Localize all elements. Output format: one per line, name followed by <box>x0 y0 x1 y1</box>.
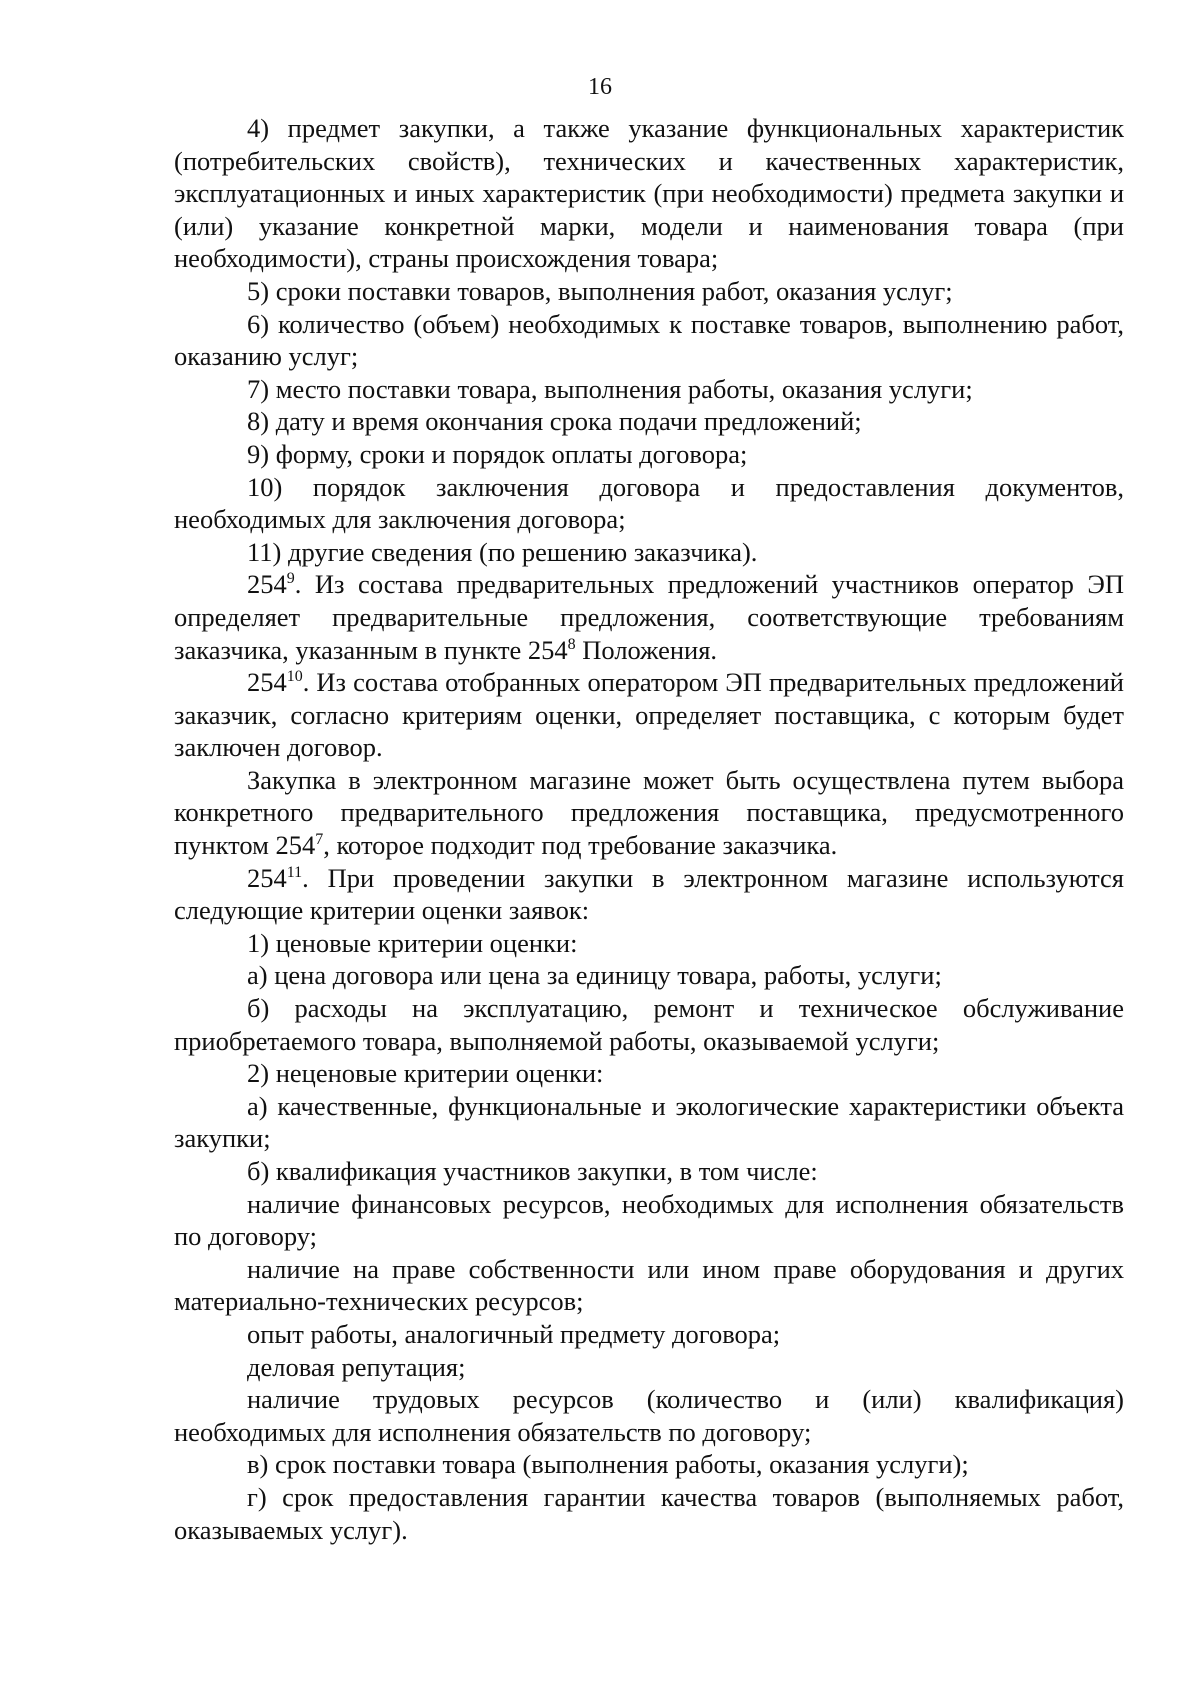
clause-text-end: Положения. <box>575 634 718 665</box>
qualification-equipment: наличие на праве собственности или ином праве оборудования и других материально-технических ресурсов; <box>174 1253 1124 1317</box>
criteria-price-a: а) цена договора или цена за единицу товара, работы, услуги; <box>247 960 942 991</box>
qualification-labor: наличие трудовых ресурсов (количество и (или) квалификация) необходимых для исполнения обязательств по договору; <box>174 1384 1124 1447</box>
page-number: 16 <box>588 74 612 100</box>
clause-superscript: 9 <box>286 570 295 588</box>
paragraph-item-9: 9) форму, сроки и порядок оплаты договора; <box>247 438 748 469</box>
paragraph-text-end: , которое подходит под требование заказчика. <box>323 830 838 861</box>
qualification-financial: наличие финансовых ресурсов, необходимых для исполнения обязательств по договору; <box>174 1188 1124 1252</box>
clause-superscript: 10 <box>286 668 303 686</box>
qualification-reputation: деловая репутация; <box>247 1351 466 1382</box>
paragraph-item-5: 5) сроки поставки товаров, выполнения работ, оказания услуг; <box>247 275 953 306</box>
qualification-experience: опыт работы, аналогичный предмету договора; <box>247 1318 781 1349</box>
criteria-nonprice-c: в) срок поставки товара (выполнения работы, оказания услуги); <box>247 1449 969 1480</box>
paragraph-item-6: 6) количество (объем) необходимых к поставке товаров, выполнению работ, оказанию услуг; <box>174 308 1124 372</box>
criteria-nonprice-heading: 2) неценовые критерии оценки: <box>247 1058 604 1089</box>
document-body <box>174 112 1124 1546</box>
paragraph-item-10: 10) порядок заключения договора и предоставления документов, необходимых для заключения договора; <box>174 471 1124 535</box>
clause-number: 254 <box>247 862 287 893</box>
reference-superscript: 8 <box>567 635 576 653</box>
paragraph-item-4: 4) предмет закупки, а также указание функциональных характеристик (потребительских свойств), технических и качественных характеристик, эксплуатационных и иных характеристик (при необходимости) предмета закупки и (или) указание конкретной марки, модели и наименования товара (при необходимости), страны происхождения товара; <box>174 113 1124 274</box>
clause-number: 254 <box>247 569 287 600</box>
criteria-price-heading: 1) ценовые критерии оценки: <box>247 927 578 958</box>
paragraph-item-7: 7) место поставки товара, выполнения работы, оказания услуги; <box>247 373 973 404</box>
criteria-price-b: б) расходы на эксплуатацию, ремонт и техническое обслуживание приобретаемого товара, выполняемой работы, оказываемой услуги; <box>174 993 1124 1056</box>
clause-text: . При проведении закупки в электронном магазине используются следующие критерии оценки заявок: <box>174 862 1124 926</box>
clause-text: . Из состава отобранных оператором ЭП предварительных предложений заказчик, согласно критериям оценки, определяет поставщика, с которым будет заключен договор. <box>174 667 1124 763</box>
clause-superscript: 11 <box>286 863 303 881</box>
reference-superscript: 7 <box>315 831 324 849</box>
criteria-nonprice-b: б) квалификация участников закупки, в том числе: <box>247 1156 818 1186</box>
clause-text: . Из состава предварительных предложений участников оператор ЭП определяет предварительные предложения, соответствующие требованиям заказчика, указанным в пункте 254 <box>174 569 1124 665</box>
paragraph-item-11: 11) другие сведения (по решению заказчика). <box>247 536 758 567</box>
clause-254-11 <box>174 862 1124 927</box>
paragraph-item-8: 8) дату и время окончания срока подачи предложений; <box>247 406 862 437</box>
clause-number: 254 <box>247 667 287 698</box>
clause-254-9 <box>174 568 1124 666</box>
criteria-nonprice-a: а) качественные, функциональные и экологические характеристики объекта закупки; <box>174 1090 1124 1154</box>
paragraph-text: Закупка в электронном магазине может быть осуществлена путем выбора конкретного предварительного предложения поставщика, предусмотренного пунктом 254 <box>174 764 1124 861</box>
criteria-nonprice-d: г) срок предоставления гарантии качества товаров (выполняемых работ, оказываемых услуг). <box>174 1481 1124 1545</box>
clause-254-10 <box>174 666 1124 764</box>
paragraph-electronic-store <box>174 764 1124 862</box>
